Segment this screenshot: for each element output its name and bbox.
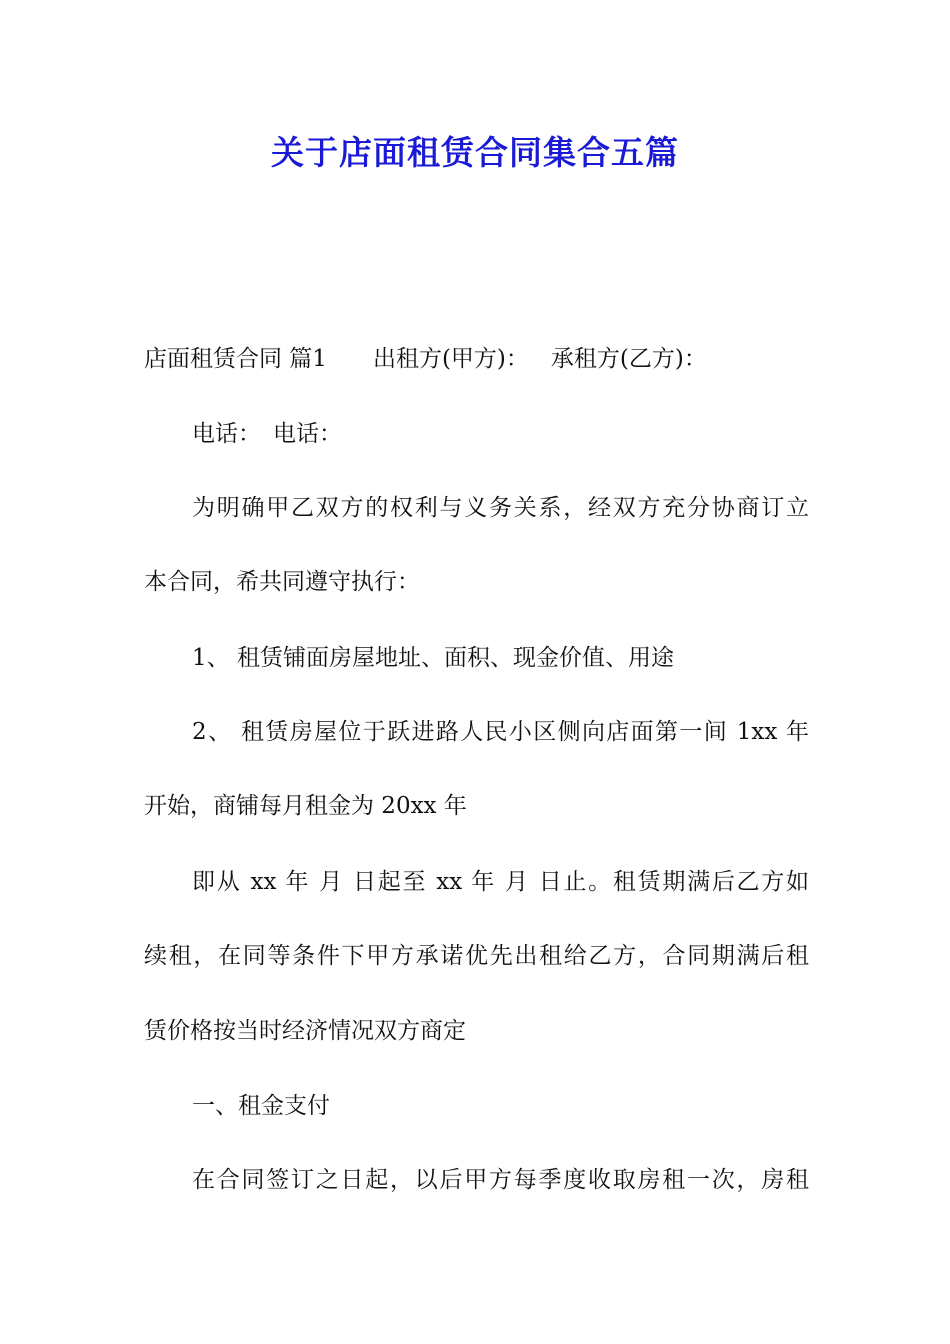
paragraph-line: 2、 租赁房屋位于跃进路人民小区侧向店面第一间 1xx 年 — [192, 719, 809, 745]
document-title: 关于店面租赁合同集合五篇 — [271, 133, 679, 172]
contract-heading: 店面租赁合同 篇1 — [144, 346, 327, 372]
paragraph-line: 即从 xx 年 月 日起至 xx 年 月 日止。租赁期满后乙方如 — [192, 869, 809, 895]
paragraph-line: 赁价格按当时经济情况双方商定 — [144, 1018, 466, 1044]
paragraph-line: 在合同签订之日起，以后甲方每季度收取房租一次，房租 — [192, 1167, 809, 1193]
paragraph-line: 开始，商铺每月租金为 20xx 年 — [144, 793, 467, 819]
paragraph-line: 为明确甲乙双方的权利与义务关系，经双方充分协商订立 — [192, 495, 809, 521]
paragraph-line: 1、 租赁铺面房屋地址、面积、现金价值、用途 — [192, 645, 674, 671]
lessor-label: 出租方(甲方)： — [372, 346, 529, 372]
lessee-phone-label: 电话： — [273, 421, 342, 447]
contract-header-line — [144, 339, 809, 379]
lessor-phone-label: 电话： — [192, 421, 261, 447]
paragraph-line: 续租，在同等条件下甲方承诺优先出租给乙方，合同期满后租 — [144, 943, 809, 969]
lessee-label: 承租方(乙方)： — [550, 346, 707, 372]
phone-line — [192, 414, 809, 454]
paragraph-line: 本合同，希共同遵守执行： — [144, 569, 420, 595]
section-heading: 一、租金支付 — [192, 1093, 330, 1119]
